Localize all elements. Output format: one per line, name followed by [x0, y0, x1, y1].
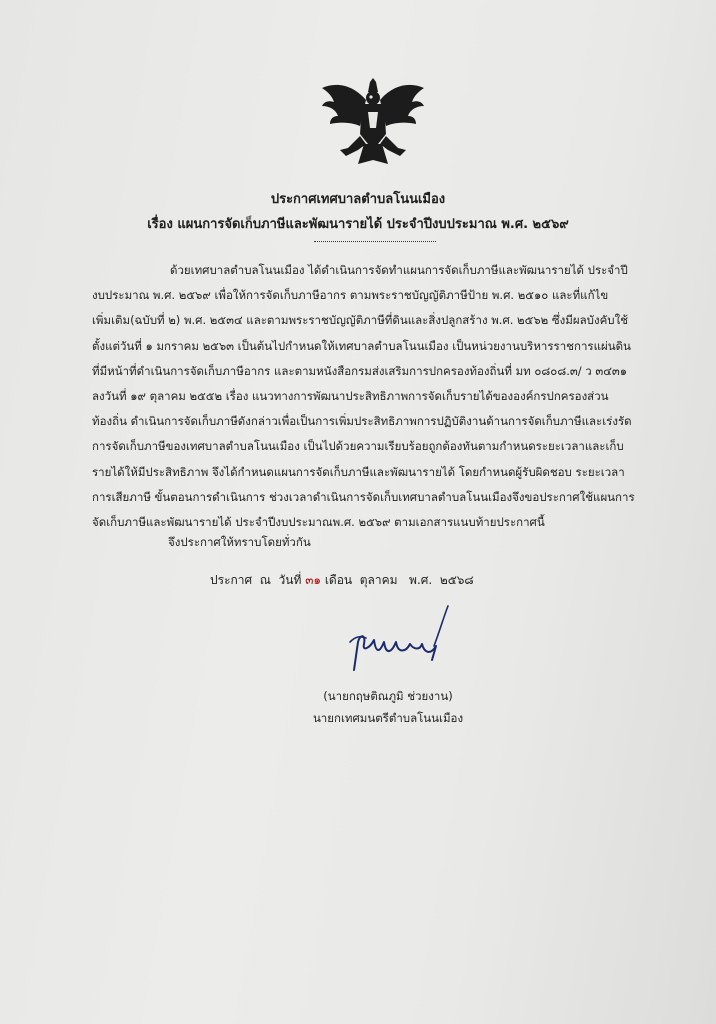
document-subject: เรื่อง แผนการจัดเก็บภาษีและพัฒนารายได้ ประจำปีงบประมาณ พ.ศ. ๒๕๖๙ — [147, 217, 569, 232]
body-line: รายได้ให้มีประสิทธิภาพ จึงได้กำหนดแผนการจัดเก็บภาษีและพัฒนารายได้ โดยกำหนดผู้รับผิดชอบ ระยะเวลา — [92, 464, 625, 479]
body-line: การเสียภาษี ขั้นตอนการดำเนินการ ช่วงเวลาดำเนินการจัดเก็บเทศบาลตำบลโนนเมืองจึงขอประกาศใช้แผนการ — [92, 489, 635, 504]
body-line: ลงวันที่ ๑๙ ตุลาคม ๒๕๕๒ เรื่อง แนวทางการพัฒนาประสิทธิภาพการจัดเก็บรายได้ขององค์กรปกครองส่วน — [92, 388, 609, 403]
body-line: ด้วยเทศบาลตำบลโนนเมือง ได้ดำเนินการจัดทำแผนการจัดเก็บภาษีและพัฒนารายได้ ประจำปี — [170, 263, 628, 277]
body-line: การจัดเก็บภาษีของเทศบาลตำบลโนนเมือง เป็นไปด้วยความเรียบร้อยถูกต้องทันตามกำหนดระยะเวลาและเก็บ — [92, 439, 624, 454]
body-line: ท้องถิ่น ดำเนินการจัดเก็บภาษีดังกล่าวเพื่อเป็นการเพิ่มประสิทธิภาพการปฏิบัติงานด้านการจัดเก็บภาษีและเร่งรัด — [92, 414, 632, 429]
date-line — [210, 571, 474, 590]
signer-position: นายกเทศมนตรีตำบลโนนเมือง — [312, 711, 464, 725]
date-suffix: เดือน ตุลาคม พ.ศ. ๒๕๖๘ — [321, 573, 474, 587]
body-line: จัดเก็บภาษีและพัฒนารายได้ ประจำปีงบประมาณพ.ศ. ๒๕๖๙ ตามเอกสารแนบท้ายประกาศนี้ — [92, 514, 545, 529]
body-paragraph — [92, 258, 652, 535]
date-prefix: ประกาศ ณ วันที่ — [210, 573, 306, 587]
handwritten-signature — [336, 600, 456, 680]
document-title: ประกาศเทศบาลตำบลโนนเมือง — [270, 192, 446, 207]
body-line: ที่มีหน้าที่ดำเนินการจัดเก็บภาษีอากร และตามหนังสือกรมส่งเสริมการปกครองท้องถิ่นที่ มท ๐๘๐๘.๓/ ว ๓๔๓๑ — [92, 363, 628, 378]
body-line: งบประมาณ พ.ศ. ๒๕๖๙ เพื่อให้การจัดเก็บภาษีอากร ตามพระราชบัญญัติภาษีป้าย พ.ศ. ๒๕๑๐ และที่แก้ไข — [92, 288, 609, 303]
separator-line — [314, 241, 436, 242]
announcement-line: จึงประกาศให้ทราบโดยทั่วกัน — [168, 535, 311, 549]
body-line: เพิ่มเติม(ฉบับที่ ๒) พ.ศ. ๒๕๓๔ และตามพระราชบัญญัติภาษีที่ดินและสิ่งปลูกสร้าง พ.ศ. ๒๕๖๒ ซึ่งมีผลบังคับใช้ — [92, 313, 628, 328]
garuda-emblem-icon — [318, 78, 428, 178]
body-line: ตั้งแต่วันที่ ๑ มกราคม ๒๕๖๓ เป็นต้นไปกำหนดให้เทศบาลตำบลโนนเมือง เป็นหน่วยงานบริหารราชการแผ่นดิน — [92, 338, 631, 353]
date-day: ๓๑ — [305, 573, 322, 587]
signer-name: (นายกฤษติณภูมิ ช่วยงาน) — [323, 689, 453, 703]
